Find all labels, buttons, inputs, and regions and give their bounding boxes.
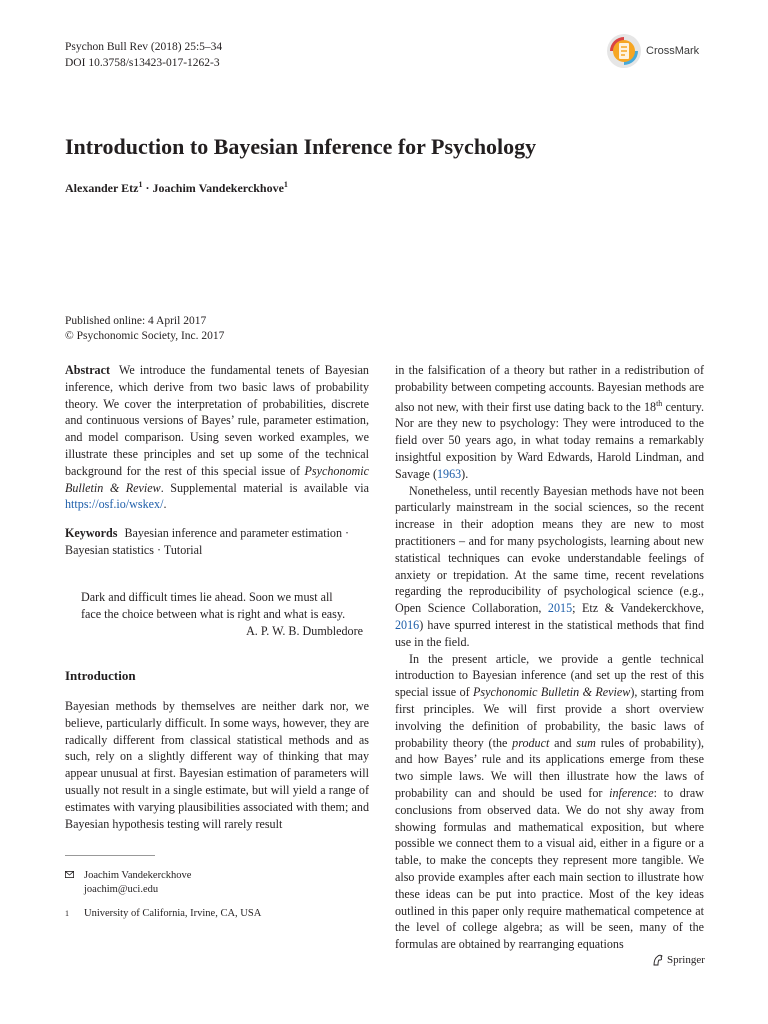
paragraph: Nonetheless, until recently Bayesian methods have not been particularly mainstream in the social sciences, so the recent increase in their adoption means they are new to most practitioners – and for many psychologists, learning about new statistical techniques can evoke understandable feelings of anxiety or trepidation. At the same time, recent revelations regarding the reproducibility of psychological science (e.g., Open Science Collaboration, 2015; Etz & Vandekerckhove, 2016) have spurred interest in the statistical methods that find use in the field. [395, 483, 704, 649]
envelope-icon [65, 869, 74, 897]
abstract-text-2: . Supplemental material is available via [160, 480, 369, 495]
footnote-rule [65, 855, 155, 856]
affiliation-marker: 1 [138, 180, 143, 189]
published-date: Published online: 4 April 2017 [65, 315, 207, 327]
publication-info [65, 314, 224, 344]
citation-link[interactable]: 2015 [547, 601, 573, 616]
affiliation [65, 907, 261, 921]
affiliation-marker: 1 [283, 180, 288, 189]
author-separator: · [142, 181, 153, 195]
doi[interactable]: DOI 10.3758/s13423-017-1262-3 [65, 57, 220, 69]
epigraph-attribution: A. P. W. B. Dumbledore [246, 624, 363, 638]
journal-header [65, 39, 222, 71]
author-name: Alexander Etz [65, 181, 139, 195]
keywords [65, 525, 369, 559]
citation-link[interactable]: 2016 [395, 617, 420, 632]
publisher-logo [652, 954, 705, 966]
affiliation-text: University of California, Irvine, CA, USA [84, 908, 262, 919]
springer-horse-icon [652, 954, 664, 966]
epigraph-line: face the choice between what is right and what is easy. [81, 607, 346, 621]
article-title: Introduction to Bayesian Inference for Psychology [65, 134, 537, 159]
paragraph: Bayesian methods by themselves are neither dark nor, we believe, particularly difficult. In some ways, however, they are radically different from classical statistical methods and as such, rely on a slightly different way of thinking that may appear unusual at first. Bayesian estimation of parameters will usually not result in a single estimate, but will yield a range of estimates with varying plausibilities associated with them; and Bayesian hypothesis testing will rarely result [65, 699, 369, 831]
email-link[interactable]: joachim@uci.edu [84, 884, 159, 895]
journal-name: Psychonomic Bulletin & Review [65, 463, 369, 495]
author-name: Joachim Vandekerckhove [152, 181, 284, 195]
crossmark-badge[interactable] [606, 33, 699, 69]
citation-link[interactable]: 1963 [436, 466, 462, 481]
introduction-paragraph [65, 698, 369, 832]
crossmark-label: CrossMark [646, 45, 700, 57]
corresponding-author [65, 869, 261, 897]
journal-citation: Psychon Bull Rev (2018) 25:5–34 [65, 41, 223, 53]
epigraph [81, 589, 371, 640]
abstract-end: . [163, 497, 167, 512]
keywords-text: Bayesian inference and parameter estimation · Bayesian statistics · Tutorial [65, 526, 350, 557]
body-right-column [395, 362, 704, 953]
publisher-name: Springer [667, 954, 705, 966]
abstract-label: Abstract [65, 363, 111, 377]
paragraph: in the falsification of a theory but rather in a redistribution of probability between competing accounts. Bayesian methods are also not new, with their first use dating back to the 18th century. Nor are they new to psychology: They were introduced to the field over 50 years ago, in what today remains a remarkably insightful exposition by Ward Edwards, Harold Lindman, and Savage (1963). [395, 363, 704, 481]
corresponding-name: Joachim Vandekerckhove [84, 870, 192, 881]
supplement-link[interactable]: https://osf.io/wskex/ [65, 497, 164, 512]
abstract [65, 362, 369, 513]
section-heading: Introduction [65, 668, 136, 683]
affiliation-number: 1 [65, 909, 69, 918]
footnote [65, 869, 261, 921]
crossmark-icon [606, 33, 642, 69]
author-list [65, 180, 288, 196]
keywords-label: Keywords [65, 526, 118, 540]
abstract-text: We introduce the fundamental tenets of Bayesian inference, which derive from two basic laws of probability theory. We cover the interpretation of probabilities, discrete and continuous versions of Bayes’ rule, parameter estimation, and model comparison. Using seven worked examples, we illustrate these principles and set up some of the technical background for the rest of this special issue of [65, 363, 369, 478]
epigraph-line: Dark and difficult times lie ahead. Soon we must all [81, 590, 333, 604]
paragraph: In the present article, we provide a gentle technical introduction to Bayesian inference (and set up the rest of this special issue of Psychonomic Bulletin & Review), starting from first principles. We will first provide a short overview involving the definition of probability, the basic laws of probability theory (the product and sum rules of probability), and how Bayes’ rule and its applications emerge from these two simple laws. We will then illustrate how the laws of probability can and should be used for inference: to draw conclusions from observed data. We do not shy away from showing formulas and mathematical exposition, but where possible we connect them to a visual aid, either in a figure or a table, to make the concepts they represent more tangible. We also provide examples after each main section to illustrate how these ideas can be put into practice. Most of the key ideas outlined in this paper only require mathematical competence at the level of college algebra; as will be seen, many of the formulas are obtained by rearranging equations [395, 651, 704, 952]
copyright: © Psychonomic Society, Inc. 2017 [65, 330, 225, 342]
